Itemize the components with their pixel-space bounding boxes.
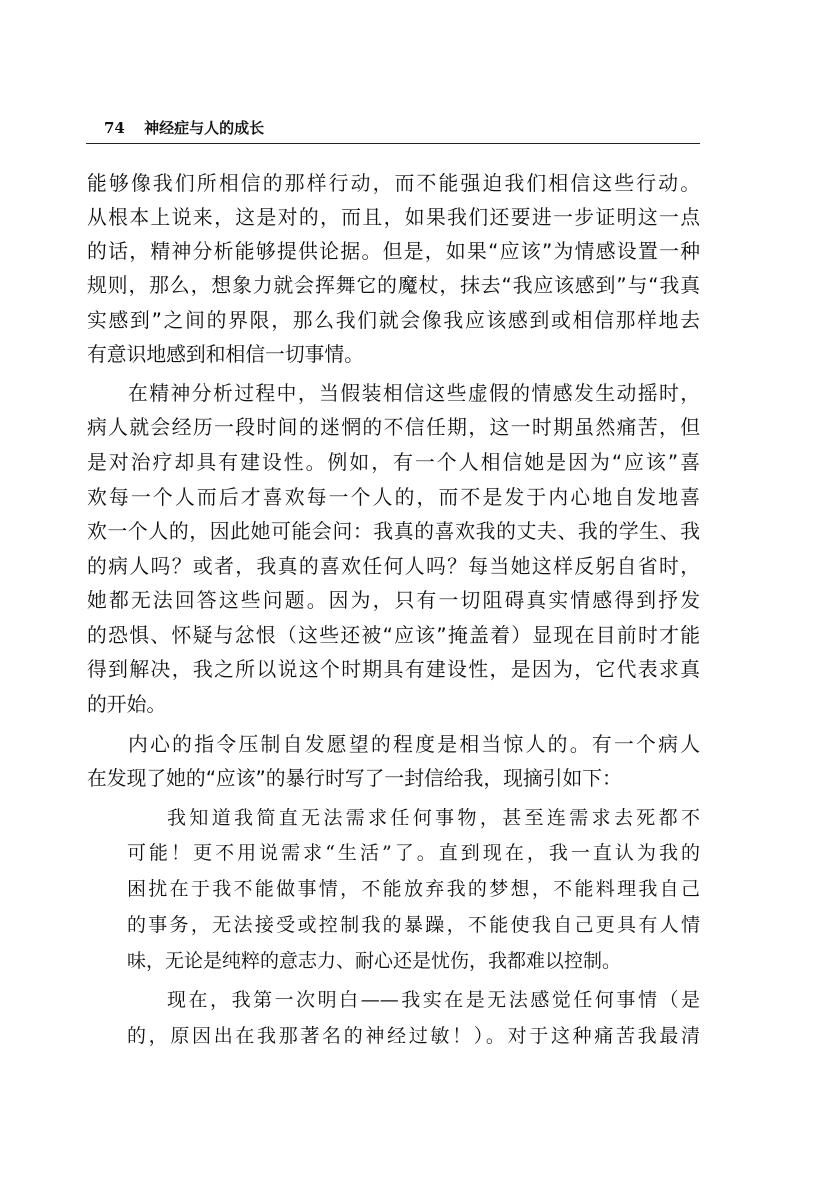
text-line: 病人就会经历一段时间的迷惘的不信任期，这一时期虽然痛苦，但 (87, 416, 700, 439)
page-number: 74 (104, 119, 125, 137)
text-line: 的病人吗？或者，我真的喜欢任何人吗？每当她这样反躬自省时， (87, 555, 700, 578)
text-line: 的开始。 (87, 693, 167, 716)
text-line: 欢每一个人而后才喜欢每一个人的，而不是发于内心地自发地喜 (87, 486, 700, 509)
quote-line: 困扰在于我不能做事情，不能放弃我的梦想，不能料理我自己 (127, 878, 700, 900)
quote-line: 现在，我第一次明白——我实在是无法感觉任何事情（是 (167, 989, 700, 1011)
text-line: 从根本上说来，这是对的，而且，如果我们还要进一步证明这一点 (87, 206, 700, 229)
running-title: 神经症与人的成长 (144, 119, 265, 137)
text-line: 实感到”之间的界限，那么我们就会像我应该感到或相信那样地去 (87, 309, 700, 332)
quote-line: 的，原因出在我那著名的神经过敏！）。对于这种痛苦我最清 (127, 1025, 700, 1047)
text-line: 的话，精神分析能够提供论据。但是，如果“应该”为情感设置一种 (87, 240, 700, 263)
text-line: 欢一个人的，因此她可能会问：我真的喜欢我的丈夫、我的学生、我 (87, 520, 700, 543)
text-line: 在精神分析过程中，当假装相信这些虚假的情感发生动摇时， (128, 382, 700, 405)
text-line: 得到解决，我之所以说这个时期具有建设性，是因为，它代表求真 (87, 658, 700, 681)
header-rule (86, 143, 700, 144)
text-line: 规则，那么，想象力就会挥舞它的魔杖，抹去“我应该感到”与“我真 (87, 274, 700, 297)
quote-line: 可能！更不用说需求“生活”了。直到现在，我一直认为我的 (127, 842, 700, 864)
running-header (104, 118, 700, 138)
quote-line: 味，无论是纯粹的意志力、耐心还是忧伤，我都难以控制。 (127, 950, 622, 972)
text-line: 内心的指令压制自发愿望的程度是相当惊人的。有一个病人 (128, 733, 700, 756)
text-line: 有意识地感到和相信一切事情。 (87, 343, 364, 366)
text-line: 她都无法回答这些问题。因为，只有一切阻碍真实情感得到抒发 (87, 589, 700, 612)
quote-line: 的事务，无法接受或控制我的暴躁，不能使我自己更具有人情 (127, 914, 700, 936)
text-line: 能够像我们所相信的那样行动，而不能强迫我们相信这些行动。 (87, 172, 700, 195)
text-line: 是对治疗却具有建设性。例如，有一个人相信她是因为“应该”喜 (87, 451, 700, 474)
text-line: 的恐惧、怀疑与忿恨（这些还被“应该”掩盖着）显现在目前时才能 (87, 624, 700, 647)
text-line: 在发现了她的“应该”的暴行时写了一封信给我，现摘引如下： (87, 767, 622, 790)
quote-line: 我知道我简直无法需求任何事物，甚至连需求去死都不 (167, 807, 700, 829)
